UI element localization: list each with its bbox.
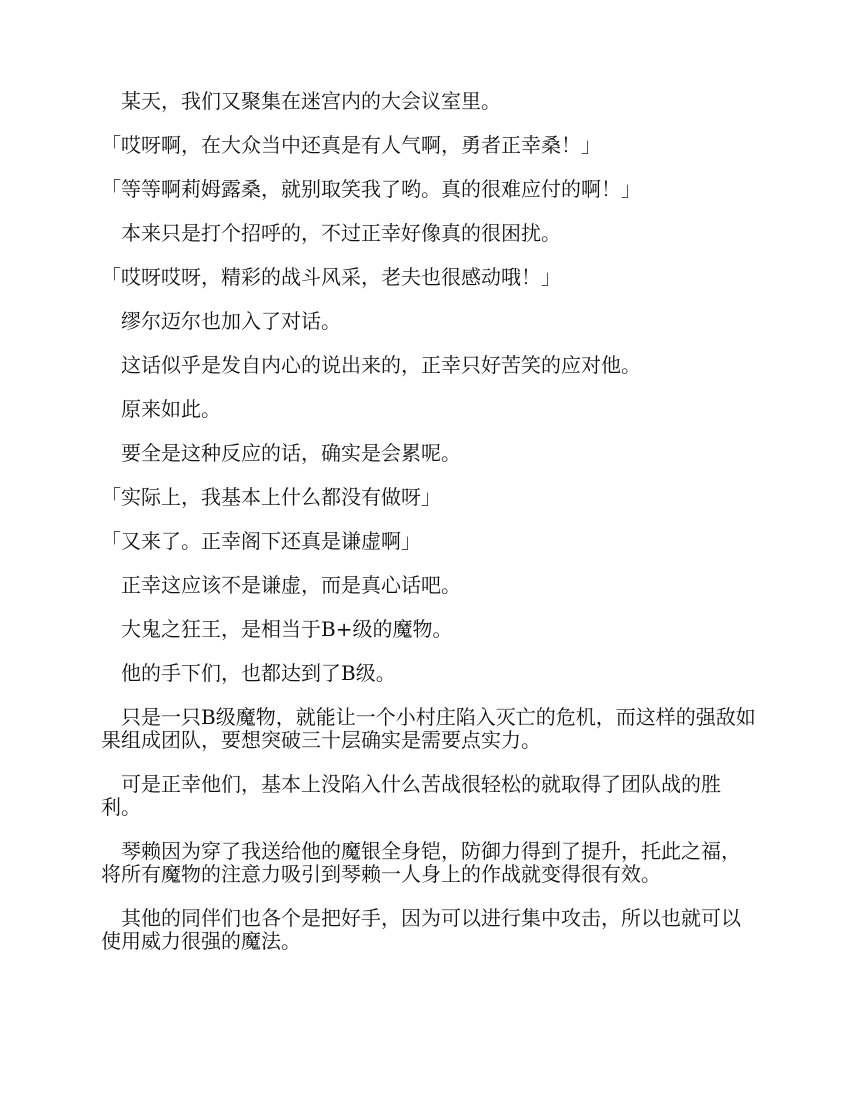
paragraph-9: 要全是这种反应的话，确实是会累呢。: [101, 441, 461, 465]
paragraph-10: 「实际上，我基本上什么都没有做呀」: [101, 485, 441, 509]
paragraph-14: 他的手下们，也都达到了B级。: [101, 661, 396, 685]
paragraph-4: 本来只是打个招呼的，不过正幸好像真的很困扰。: [101, 221, 561, 245]
paragraph-8: 原来如此。: [101, 397, 221, 421]
paragraph-15: 只是一只B级魔物，就能让一个小村庄陷入灭亡的危机，而这样的强敌如果组成团队，要想突破三十层确实是需要点实力。: [101, 705, 756, 752]
document-body: [101, 90, 756, 953]
paragraph-17: 琴赖因为穿了我送给他的魔银全身铠，防御力得到了提升，托此之福，将所有魔物的注意力吸引到琴赖一人身上的作战就变得很有效。: [101, 839, 741, 886]
paragraph-13: 大鬼之狂王，是相当于B+级的魔物。: [101, 617, 453, 641]
paragraph-2: 「哎呀啊，在大众当中还真是有人气啊，勇者正幸桑！」: [101, 133, 601, 157]
paragraph-7: 这话似乎是发自内心的说出来的，正幸只好苦笑的应对他。: [101, 353, 641, 377]
paragraph-11: 「又来了。正幸阁下还真是谦虚啊」: [101, 529, 421, 553]
paragraph-5: 「哎呀哎呀，精彩的战斗风采，老夫也很感动哦！」: [101, 265, 561, 289]
paragraph-12: 正幸这应该不是谦虚，而是真心话吧。: [101, 573, 461, 597]
paragraph-16: 可是正幸他们，基本上没陷入什么苦战很轻松的就取得了团队战的胜利。: [101, 772, 721, 819]
paragraph-3: 「等等啊莉姆露桑，就别取笑我了哟。真的很难应付的啊！」: [101, 177, 641, 201]
paragraph-18: 其他的同伴们也各个是把好手，因为可以进行集中攻击，所以也就可以使用威力很强的魔法。: [101, 906, 741, 953]
paragraph-6: 缪尔迈尔也加入了对话。: [101, 309, 341, 333]
paragraph-1: 某天，我们又聚集在迷宫内的大会议室里。: [101, 89, 501, 113]
